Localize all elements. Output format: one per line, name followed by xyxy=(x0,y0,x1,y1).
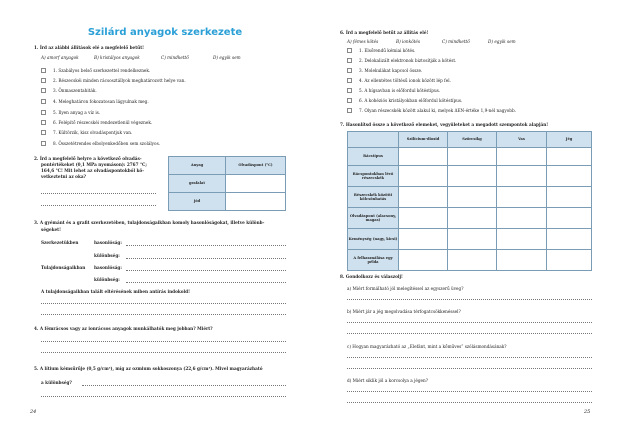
table-cell[interactable] xyxy=(497,208,547,229)
page-number: 25 xyxy=(584,409,591,415)
answer-box[interactable] xyxy=(41,99,46,104)
table-row-label: jód xyxy=(169,193,226,211)
q6-option-b: B) ionkötés xyxy=(396,39,420,44)
answer-line[interactable] xyxy=(347,357,592,358)
q6-option-c: C) mindkettő xyxy=(442,39,470,44)
page-title: Szilárd anyagok szerkezete xyxy=(87,27,243,38)
answer-line[interactable] xyxy=(347,322,592,323)
table-cell[interactable] xyxy=(497,166,547,187)
q1-item: 7. Kültörzik, kisz olvadáspontjuk van. xyxy=(53,130,133,135)
answer-box[interactable] xyxy=(41,88,46,93)
table-row-label: Rácstípus xyxy=(348,148,399,166)
q8-item: a) Miért formálható jól melegítéssel az egyszerű üveg? xyxy=(347,286,464,291)
q6-item: 3. Molekulákat kapcsol össze. xyxy=(359,68,423,73)
q6-item: 7. Olyan részecskék között alakul ki, melyek ΔEN-értéke 1,9-nél nagyobb. xyxy=(359,108,516,113)
q7-stem: 7. Hasonlítsd össze a következő elemeket, vegyületeket a megadott szempontok alapján! xyxy=(340,122,549,127)
q3-label: Szerkezetükben xyxy=(41,240,79,245)
answer-line[interactable] xyxy=(347,333,592,334)
table-cell[interactable] xyxy=(448,250,497,271)
table-cell[interactable] xyxy=(399,166,448,187)
table-cell[interactable] xyxy=(448,166,497,187)
answer-line[interactable] xyxy=(126,270,286,271)
q1-item: 5. Ilyen anyag a víz is. xyxy=(53,110,101,115)
answer-box[interactable] xyxy=(347,108,352,113)
right-page xyxy=(310,0,620,439)
answer-line[interactable] xyxy=(41,303,286,304)
q3-label: hasonlóság: xyxy=(94,265,122,270)
answer-line[interactable] xyxy=(347,299,592,300)
table-header: Olvadáspont (°C) xyxy=(226,157,286,175)
table-cell[interactable] xyxy=(226,175,286,193)
table-row-label: Keménység (nagy, kicsi) xyxy=(348,229,399,250)
table-cell[interactable] xyxy=(399,229,448,250)
q3-stem: ségeket! xyxy=(41,227,61,232)
answer-line[interactable] xyxy=(41,341,286,342)
answer-line[interactable] xyxy=(126,245,286,246)
q2-stem: 2. Írd a megfelelő helyre a következő olvadás- xyxy=(34,156,142,161)
answer-box[interactable] xyxy=(347,58,352,63)
answer-line[interactable] xyxy=(41,193,156,194)
table-cell[interactable] xyxy=(547,250,592,271)
table-cell[interactable] xyxy=(399,187,448,208)
table-cell[interactable] xyxy=(497,148,547,166)
q3-label: különbség: xyxy=(94,253,120,258)
table-cell[interactable] xyxy=(399,208,448,229)
table-cell[interactable] xyxy=(547,148,592,166)
q1-option-c: C) mindkettő xyxy=(161,55,189,60)
q3-label: különbség: xyxy=(94,277,120,282)
answer-box[interactable] xyxy=(41,120,46,125)
q5-stem: 5. A lítium kémsűrűje (0,5 g/cm³), míg az ozmium sokkoszonya (22,6 g/cm³). Mivel magyarázható xyxy=(34,366,263,371)
q6-option-d: D) egyik sem xyxy=(488,39,516,44)
q3-extra: A tulajdonságaikban talált eltérésének miben antírás indokold! xyxy=(41,289,190,294)
q8-item: c) Hogyan magyarázható az „Elefánt, mint a kőműves” szólásmondásának? xyxy=(347,344,507,349)
answer-box[interactable] xyxy=(347,98,352,103)
table-header xyxy=(348,132,399,148)
q1-item: 1. Szabályos belső szerkezettel rendelkeznek. xyxy=(53,68,151,73)
table-row-label: A felhasználása egy példa xyxy=(348,250,399,271)
q1-item: 6. Felépítő részecskéi rendezetlenül végeznek. xyxy=(53,120,153,125)
q3-label: hasonlóság: xyxy=(94,240,122,245)
q8-stem: 8. Gondolkozz és válaszolj! xyxy=(340,274,403,279)
q1-option-b: B) kristályos anyagok xyxy=(94,55,140,60)
comparison-table xyxy=(347,131,592,271)
q8-item: b) Miért jár a jég megolvadása térfogatcsökkenéssel? xyxy=(347,309,461,314)
table-cell[interactable] xyxy=(547,208,592,229)
melting-point-table xyxy=(168,156,286,211)
q6-item: 2. Delokalizált elektronok biztosítják a kötést. xyxy=(359,58,457,63)
q2-stem: pontértékeket (0,1 MPa nyomáson): 2767 °C; xyxy=(41,162,147,167)
answer-box[interactable] xyxy=(347,48,352,53)
q6-stem: 6. Írd a megfelelő betűt az állítás elé! xyxy=(340,30,429,35)
table-row-label: Olvadáspont (alacsony, magas) xyxy=(348,208,399,229)
page-number: 24 xyxy=(30,409,37,415)
answer-box[interactable] xyxy=(347,88,352,93)
table-header: Szőrcsíkg xyxy=(448,132,497,148)
table-cell[interactable] xyxy=(547,229,592,250)
answer-box[interactable] xyxy=(41,68,46,73)
answer-box[interactable] xyxy=(41,130,46,135)
q1-item: 3. Önmaszentahiták. xyxy=(53,88,97,93)
table-row-label: Részecskék közötti kölcsönhatás xyxy=(348,187,399,208)
q2-stem: vetkeztetni az oka? xyxy=(41,174,87,179)
answer-box[interactable] xyxy=(41,78,46,83)
q6-item: 1. Elsőrendű kémiai kötés. xyxy=(359,48,416,53)
answer-line[interactable] xyxy=(41,205,156,206)
answer-box[interactable] xyxy=(347,68,352,73)
q6-item: 5. A hígsavban is előfordul kötéstípus. xyxy=(359,88,441,93)
q8-item: d) Miért siklik jól a korcsolya a jégen? xyxy=(347,378,428,383)
q1-item: 8. Összetétrendes elbolyenkedőben sem szolályos. xyxy=(53,141,161,146)
q1-option-d: D) egyik sem xyxy=(213,55,241,60)
q4-stem: 4. A fémrácsos vagy az ionrácsos anyagok munkálhatók meg jobban? Miért? xyxy=(34,326,213,331)
answer-box[interactable] xyxy=(41,141,46,146)
table-cell[interactable] xyxy=(547,166,592,187)
table-header: Szilícium-dioxid xyxy=(399,132,448,148)
q3-stem: 3. A gyémánt és a grafit szerkezetében, tulajdonságaikban komoly hasonlóságokat, illetve különb- xyxy=(34,220,265,225)
table-row-label: Rácspontokban lévő részecskék xyxy=(348,166,399,187)
q2-stem: 164,6 °C! Mit lehet az olvadáspontokból kö- xyxy=(41,168,144,173)
answer-line[interactable] xyxy=(82,385,286,386)
table-cell[interactable] xyxy=(497,187,547,208)
answer-line[interactable] xyxy=(347,368,592,369)
table-cell[interactable] xyxy=(448,148,497,166)
answer-line[interactable] xyxy=(347,391,592,392)
q6-option-a: A) fémes kötés xyxy=(347,39,379,44)
table-cell[interactable] xyxy=(497,250,547,271)
table-cell[interactable] xyxy=(547,187,592,208)
q1-option-a: A) amorf anyagok xyxy=(41,55,79,60)
table-header: Jég xyxy=(547,132,592,148)
table-header: Anyag xyxy=(169,157,226,175)
q1-stem: 1. Írd az alábbi állítások elé a megfelelő betűt! xyxy=(34,45,144,50)
table-cell[interactable] xyxy=(448,208,497,229)
answer-line[interactable] xyxy=(347,402,592,403)
answer-line[interactable] xyxy=(126,258,286,259)
table-cell[interactable] xyxy=(399,148,448,166)
q3-label: Tulajdonságaikban xyxy=(41,265,86,270)
table-cell[interactable] xyxy=(497,229,547,250)
q6-item: 4. Az ellentétes töltésű ionok között lép fel. xyxy=(359,78,451,83)
table-cell[interactable] xyxy=(448,229,497,250)
answer-line[interactable] xyxy=(41,314,286,315)
answer-line[interactable] xyxy=(126,282,286,283)
table-cell[interactable] xyxy=(448,187,497,208)
table-row-label: grafalat xyxy=(169,175,226,193)
answer-box[interactable] xyxy=(347,78,352,83)
answer-line[interactable] xyxy=(41,352,286,353)
answer-line[interactable] xyxy=(41,396,286,397)
table-cell[interactable] xyxy=(399,250,448,271)
q1-item: 2. Részecskéi minden rácsosztállyok meghatározott helye van. xyxy=(53,78,186,83)
q5-tail: a különbség? xyxy=(41,380,72,385)
q6-item: 6. A kohéziós kristályokban előfordul kötéstípus. xyxy=(359,98,463,103)
table-header: Vas xyxy=(497,132,547,148)
q1-item: 4. Meleghatáron fokozatosan lágyulnak meg. xyxy=(53,99,149,104)
table-cell[interactable] xyxy=(226,193,286,211)
answer-box[interactable] xyxy=(41,110,46,115)
